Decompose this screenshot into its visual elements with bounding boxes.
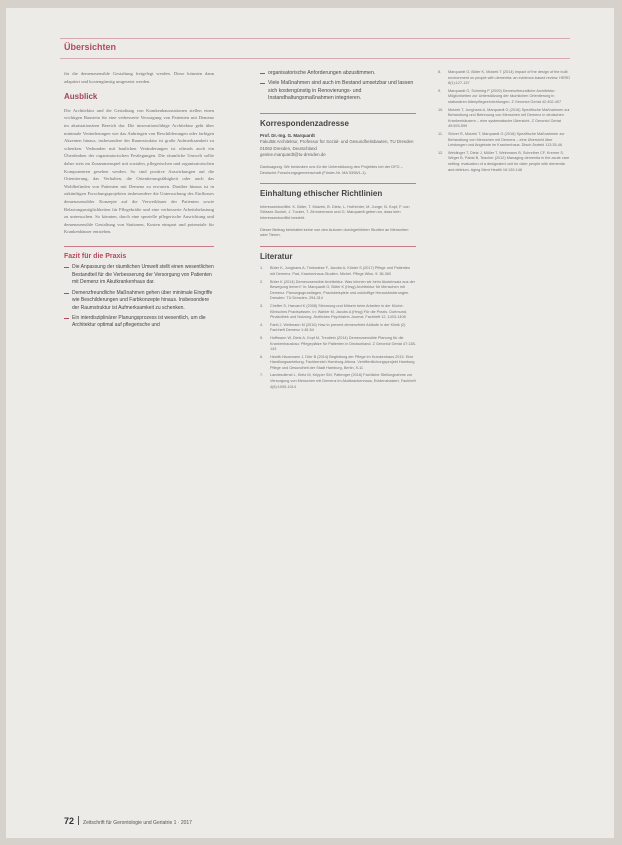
- reference-item: 2. Büter K (2014) Demenzsensible Architektur. Was können wir beim Akuteinsatz aus der Bewegung lernen? In: Marquardt G, Büter K (Hrsg) Architektur für Menschen mit Demenz. Planungsgrundlagen, Praxisbeispiele und zukünftige Herausforderungen. Dresden: TU Dresden, 294-314: [260, 279, 416, 301]
- fazit-item: Demenzfreundliche Maßnahmen gehen über minimale Eingriffe wie Beschilderungen und Farbkonzepte hinaus. Insbesondere der Raumstruktur ist Aufmerksamkeit zu schenken.: [64, 290, 214, 312]
- contact-email[interactable]: gesine.marquardt@tu-dresden.de: [260, 151, 326, 157]
- reference-item: 9. Marquardt G, Schmieg P (2009) Demenzfreundliche Architektur: Möglichkeiten zur Unterstützung der räumlichen Orientierung in stationären Altenpflegeeinrichtungen. Z Gerontol Geriat 42:402-407: [438, 88, 562, 104]
- reference-item: 8. Marquardt G, Büter K, Motzek T (2014) Impact of the design of the built environment on people with dementia: an evidence-based review. HERD 8(1):127-157: [438, 70, 570, 86]
- reference-item: 6. Hewitt-Hausmann J, Dürr B (2014) Begleitung der Pflege im Krankenhaus 2015. Eine Handlungsanleitung. Fachbereich Hamburg-Altona. Veröffentlichungsprojekt Hamburg Pflege und Gesundheit der Stadt Hamburg, Berlin, 9-11: [260, 354, 415, 370]
- fazit-continued-list: [260, 70, 416, 103]
- section-title: Übersichten: [64, 42, 117, 52]
- reference-item: 12. Weidinger T, Dietz J, Müller T, Weinmann B, Schreiber CF, Kremer S, Weger B, Pabst B, Teacher (2012) Managing dementia in the acute care setting: evaluation of a designated unit for older people with dementia and delirium. Aging Ment Health 16:139-146: [438, 150, 570, 172]
- interessenkonflikt: Interessenkonflikt. K. Büter, T. Motzek, B. Dietz, L. Hofrichter, M. Junge, B. Kopf, F. von Stösser-Suckel, J. Tucker, T. Zimmermann und G. Marquardt geben an, dass kein Interessenkonflikt besteht.: [260, 203, 410, 220]
- header-top-rule: [60, 38, 570, 39]
- contact-line: Fakultät Architektur, Professur für Sozial- und Gesundheitsbauten, TU Dresden: [260, 139, 414, 145]
- page-number: 72: [64, 816, 75, 826]
- intro-paragraph: für die demenzsensible Gestaltung freigelegt werden. Diese könnten dann adaptiert und kostengünstig umgesetzt werden.: [64, 71, 214, 84]
- reference-item: 5. Hoffmann W, Dietz A, Kopf M, Treutlein (2014) Demenzsensible Planung für die Krankenhausbau: Pflegeplätze für Patienten in Deutschland. Z Gerontol Geriat 47:138-143: [260, 335, 416, 352]
- fazit-item: Ein interdisziplinärer Planungsprozess ist wesentlich, um die Architektur optimal auf pflegerische und: [64, 315, 214, 330]
- column-right: [438, 70, 570, 175]
- reference-item: 1. Büter K, Junghans A, Trinkwiese F, Jacobs A, Köster S (2017) Pflege und Patienten mit Demenz. Pad, Krankenhaus-Studien. Michel. Pflege Wiss. 9: 36-360: [260, 266, 411, 276]
- reference-list: [438, 70, 570, 173]
- footer-divider: [78, 816, 79, 825]
- fazit-item: Die Anpassung der räumlichen Umwelt stellt einen wesentlichen Bestandteil für die Verbesserung der Versorgung von Patienten mit Demenz im Akutkrankenhaus dar.: [64, 264, 214, 286]
- fazit-heading: Fazit für die Praxis: [64, 246, 214, 261]
- column-left: [64, 70, 214, 333]
- literatur-heading: Literatur: [260, 246, 416, 261]
- contact-name: Prof. Dr.-Ing. G. Marquardt: [260, 133, 315, 139]
- reference-item: 7. Landesdienst L, Kietz M, Kripper SM, Pattenger (2016) Fachliche Stellungnahme zur Versorgung von Menschen mit Demenz im Akutkrankenhaus, Evidenzbasiert. Fachheft 4(8):1005-1014: [260, 373, 416, 389]
- reference-item: 11. Stöver R, Motzek T, Marquardt G (2016) Spezifische Maßnahmen zur Behandlung von Menschen mit Demenz – eine Übersicht über Leistungen und Angebote im Krankenhaus. Dtsch Ärztebl 113:35-46: [438, 131, 565, 148]
- ethik-note: Dieser Beitrag beinhaltet keine von den Autoren durchgeführten Studien an Menschen oder Tieren.: [260, 226, 409, 238]
- header-bottom-rule: [60, 58, 570, 59]
- reference-item: 4. Fantl J, Weltmann M (2016) How to prevent demenzfreie Abläufe in der Klinik (2) Fachheft Demenz 1:45-54: [260, 322, 406, 333]
- journal-name: Zeitschrift für Gerontologie und Geriatrie 1 · 2017: [83, 820, 192, 826]
- korrespondenz-heading: Korrespondenzadresse: [260, 113, 416, 128]
- reference-list: [260, 266, 416, 390]
- danksagung: Danksagung. Wir bedanken uns für die Unterstützung des Projektes bei der DFG – Deutsche Forschungsgemeinschaft (Förder-Nr. MA 5398/1-1).: [260, 164, 403, 175]
- fazit-list: [64, 264, 214, 329]
- fazit-item: Viele Maßnahmen sind auch im Bestand umsetzbar und lassen sich kostengünstig in Renovierungs- und Instandhaltungsmaßnahmen integrieren.: [260, 80, 416, 102]
- contact-line: 01062 Dresden, Deutschland: [260, 145, 317, 151]
- fazit-item: organisatorische Anforderungen abzustimmen.: [260, 70, 416, 77]
- ausblick-paragraph: Die Architektur und die Gestaltung von Krankenhausstationen stellen einen wichtigen Baustein für eine verbesserte Versorgung von Patienten mit Demenz im akutstationären Bereich dar. Die innovationsfähige Architektur geht über minimale Veränderungen wie das Anbringen von Beschilderungen oder farbigen Akzenten hinaus, insbesondere der Raumstruktur ist große Aufmerksamkeit zu schenken. Verbunden mit baulichen Veränderungen ist oftmals auch ein Überdenken der organisatorischen Festlegungen. Die räumliche Umwelt sollte daher stets im Zusammenspiel mit sozialen, pflegerischen und organisatorischen Komponenten gesehen werden. So sind positive Auswirkungen auf die Orientierung, das Verhalten, die Orientierungsfähigkeit oder auch das Wohlbefinden von Patienten mit Demenz zu erwarten. Darüber hinaus ist in zukünftigen Forschungsprojekten insbesondere die Untersuchung des Einflusses demenzsensibler Konzepte auf die Verweildauer der Patienten sowie Belastungsmöglichkeiten für Pflegekräfte und eine verbesserte Arbeitsbelastung zu untersuchen. So könnten, durch eine spezielle pflegerische Ausrichtung und demenzsensible Gestaltung von Stationen, Kosten einspart und potenziale für Krankenhäuser entstehen.: [64, 107, 214, 235]
- journal-page: [6, 8, 614, 838]
- page-footer: [64, 816, 192, 826]
- column-middle: [260, 70, 416, 392]
- ethik-heading: Einhaltung ethischer Richtlinien: [260, 183, 416, 198]
- reference-item: 3. Cheffer S, Harvard K (2008) Stimmung und Mitsein beim Arbeiten in der Küche: Klinisches Praxiswissen. In: Wahler M, Jacobs A (Hrsg) Für die Praxis. Dortmund, Pinakothek und Nutzung. Ärztliches Psychiatrie-Journal. Fachheft 12, 1403-1408: [260, 303, 408, 320]
- ausblick-heading: Ausblick: [64, 92, 98, 102]
- reference-item: 10. Motzek T, Junghans A, Marquardt G (2016) Spezifische Maßnahmen zur Behandlung und Betreuung von Menschen mit Demenz in deutschen Krankenhäusern – eine systematische Übersicht. Z Gerontol Geriat 49:593-599: [438, 107, 570, 129]
- contact-block: [260, 133, 416, 158]
